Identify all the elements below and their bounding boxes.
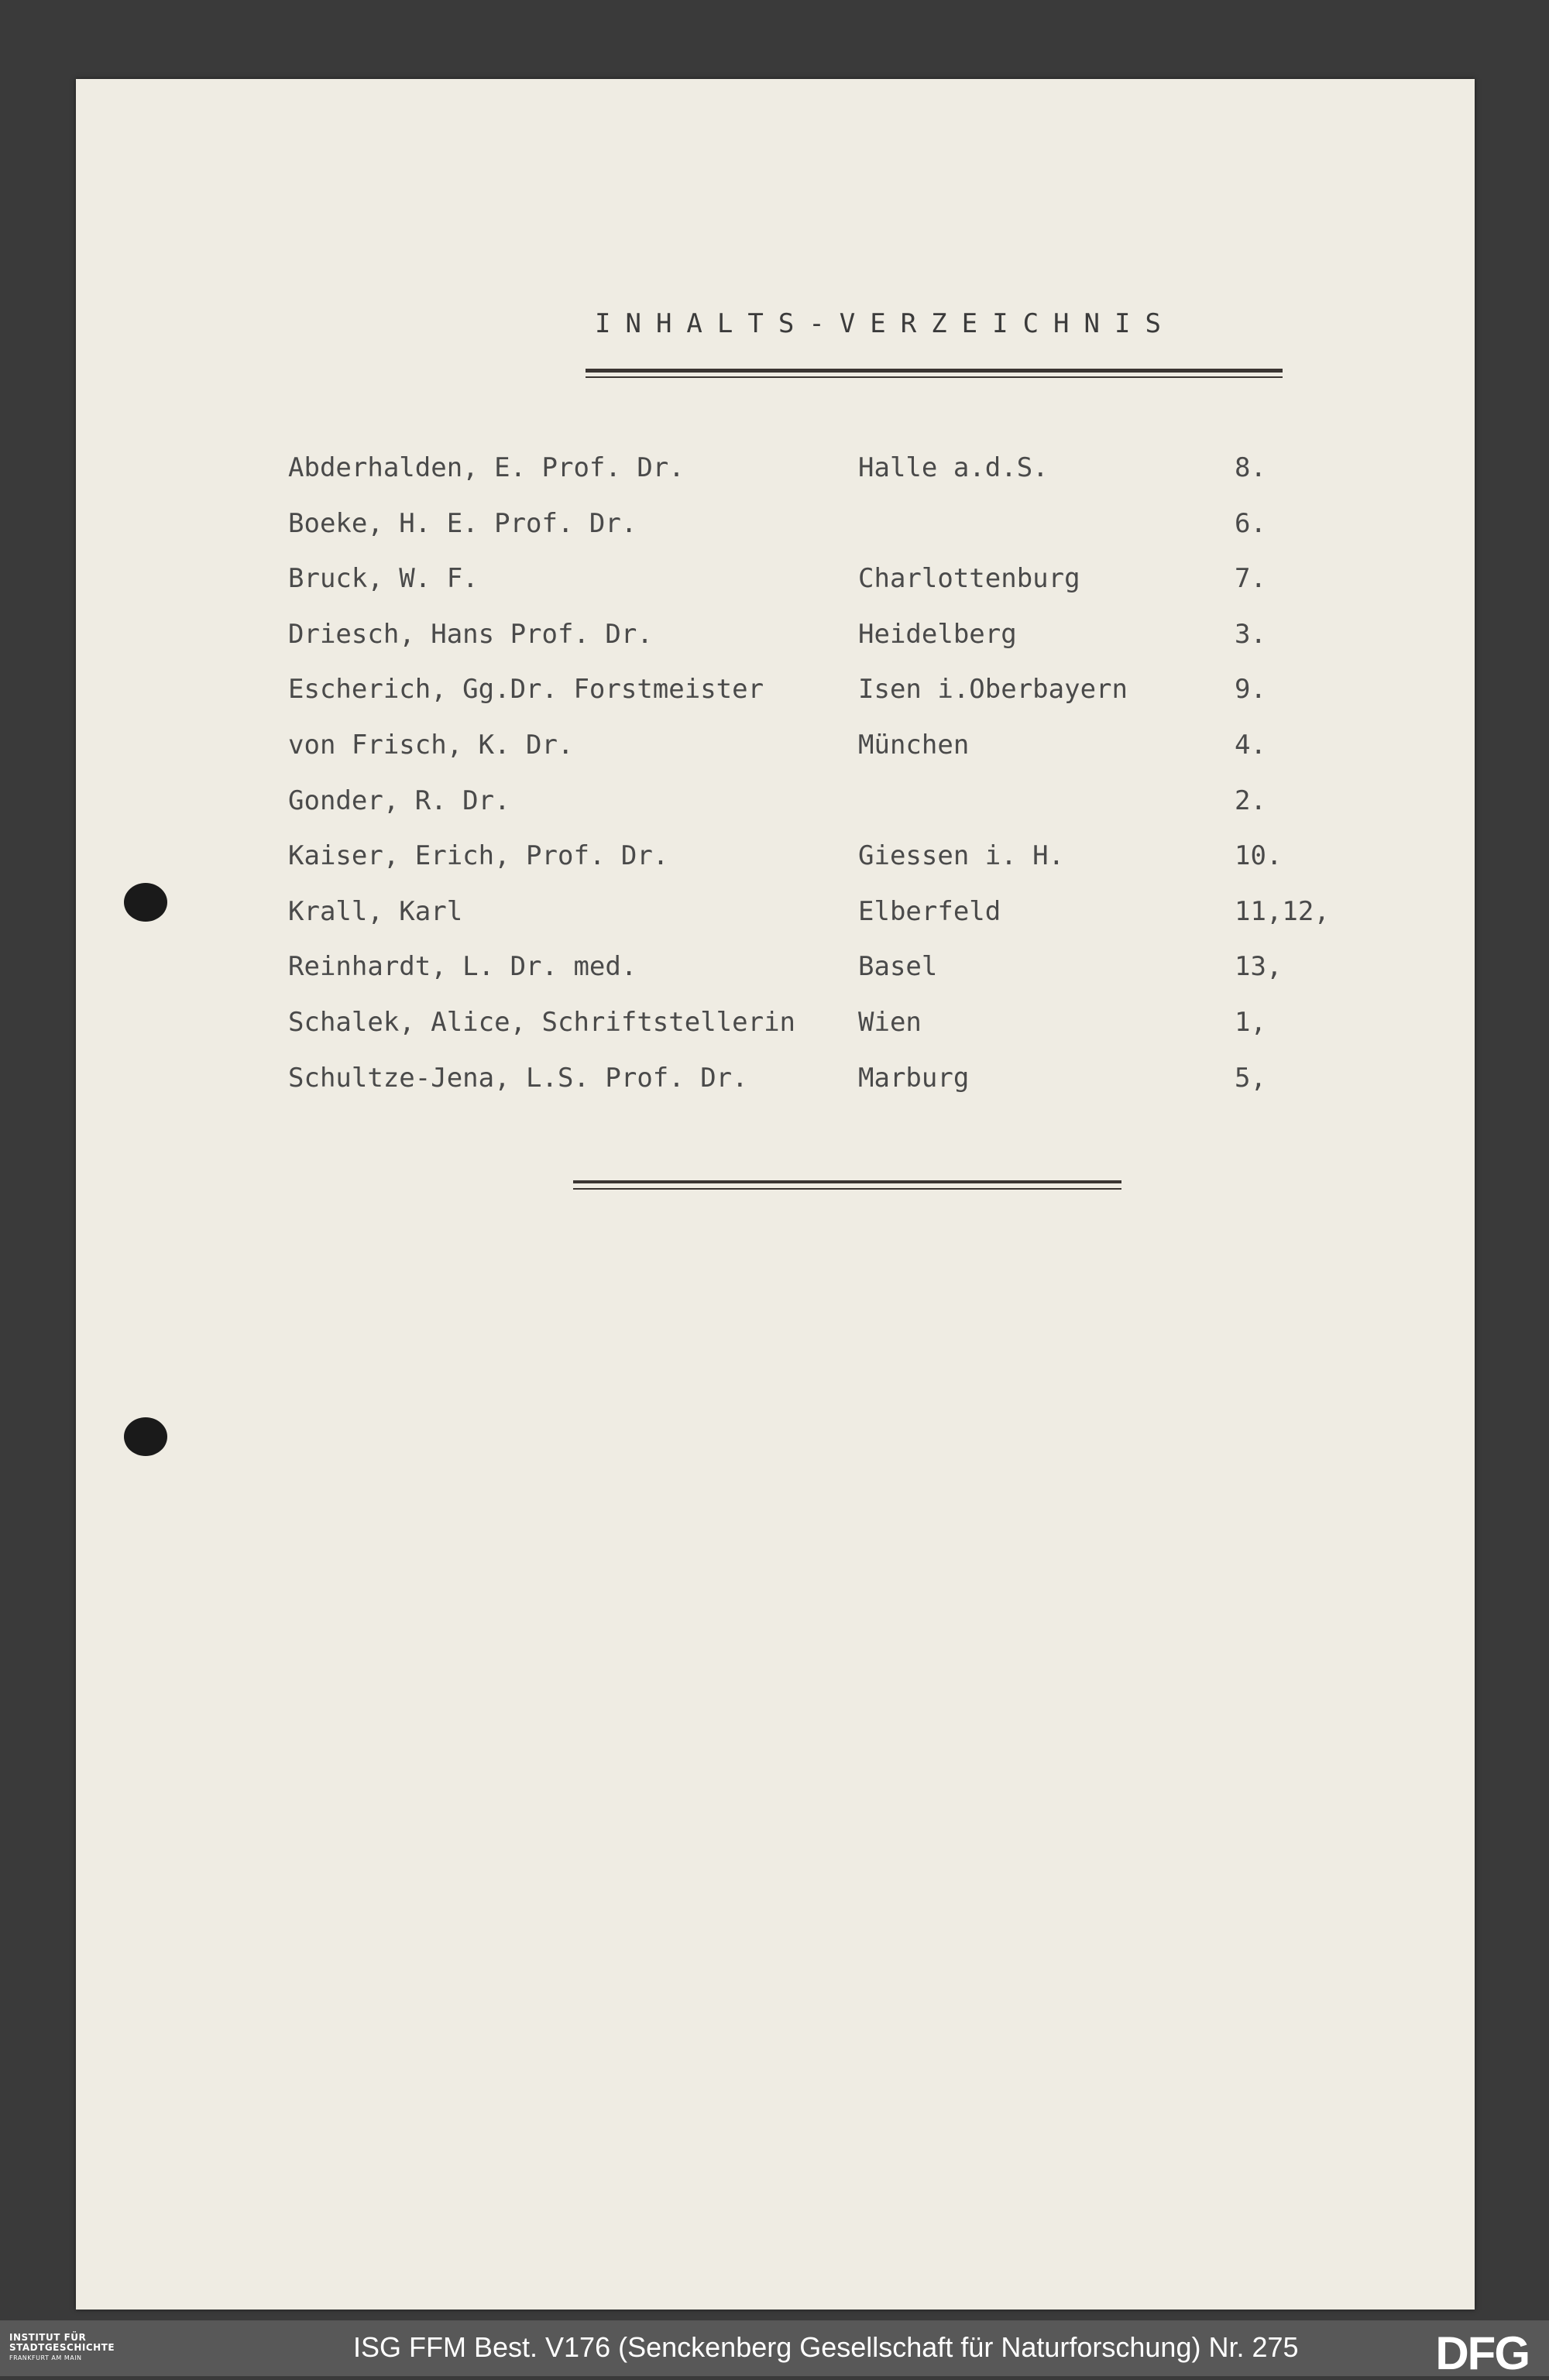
entry-page: 13,	[1235, 951, 1283, 982]
entry-name: Schultze-Jena, L.S. Prof. Dr.	[288, 1063, 748, 1094]
document-page	[76, 79, 1475, 2310]
dfg-logo: DFG	[1435, 2327, 1529, 2379]
entry-page: 1,	[1235, 1007, 1266, 1038]
entry-place: München	[858, 730, 970, 761]
entry-page: 3.	[1235, 619, 1266, 650]
entry-place: Marburg	[858, 1063, 970, 1094]
entry-place: Wien	[858, 1007, 922, 1038]
index-entry	[0, 508, 1549, 547]
entry-name: Escherich, Gg.Dr. Forstmeister	[288, 674, 764, 705]
institute-line-3: FRANKFURT AM MAIN	[9, 2354, 82, 2361]
entry-page: 8.	[1235, 452, 1266, 483]
entry-page: 6.	[1235, 508, 1266, 539]
entry-name: Kaiser, Erich, Prof. Dr.	[288, 840, 669, 871]
entry-place: Isen i.Oberbayern	[858, 674, 1128, 705]
index-entry	[0, 785, 1549, 824]
title-underline-thick	[586, 369, 1283, 373]
closing-rule-thin	[573, 1188, 1121, 1190]
closing-rule-thick	[573, 1180, 1121, 1183]
entry-name: Reinhardt, L. Dr. med.	[288, 951, 637, 982]
index-entry	[0, 730, 1549, 768]
index-entry	[0, 563, 1549, 602]
entry-name: Krall, Karl	[288, 896, 463, 927]
index-entry	[0, 1007, 1549, 1046]
index-entry	[0, 951, 1549, 990]
index-entry	[0, 619, 1549, 658]
institute-line-2: STADTGESCHICHTE	[9, 2342, 115, 2353]
index-entry	[0, 1063, 1549, 1101]
entry-place: Charlottenburg	[858, 563, 1080, 594]
entry-page: 5,	[1235, 1063, 1266, 1094]
entry-place: Heidelberg	[858, 619, 1017, 650]
archive-footer	[0, 2320, 1549, 2379]
entry-page: 10.	[1235, 840, 1283, 871]
document-title: INHALTS-VERZEICHNIS	[595, 308, 1176, 339]
institute-line-1: INSTITUT FÜR	[9, 2332, 87, 2343]
entry-page: 11,12,	[1235, 896, 1330, 927]
entry-name: Driesch, Hans Prof. Dr.	[288, 619, 653, 650]
entry-name: Abderhalden, E. Prof. Dr.	[288, 452, 685, 483]
entry-name: von Frisch, K. Dr.	[288, 730, 574, 761]
index-entry	[0, 452, 1549, 491]
entry-place: Elberfeld	[858, 896, 1001, 927]
entry-name: Bruck, W. F.	[288, 563, 479, 594]
entry-page: 7.	[1235, 563, 1266, 594]
entry-place: Basel	[858, 951, 938, 982]
title-underline-thin	[586, 376, 1283, 378]
index-entry	[0, 896, 1549, 935]
index-entry	[0, 840, 1549, 879]
entry-page: 9.	[1235, 674, 1266, 705]
entry-place: Giessen i. H.	[858, 840, 1065, 871]
punch-hole-bottom	[124, 1417, 167, 1456]
entry-name: Boeke, H. E. Prof. Dr.	[288, 508, 637, 539]
entry-name: Gonder, R. Dr.	[288, 785, 510, 816]
institute-label	[9, 2333, 115, 2363]
entry-place: Halle a.d.S.	[858, 452, 1049, 483]
index-entry	[0, 674, 1549, 713]
entry-page: 2.	[1235, 785, 1266, 816]
entry-name: Schalek, Alice, Schriftstellerin	[288, 1007, 796, 1038]
entry-page: 4.	[1235, 730, 1266, 761]
archive-caption: ISG FFM Best. V176 (Senckenberg Gesellschaft für Naturforschung) Nr. 275	[353, 2331, 1299, 2363]
